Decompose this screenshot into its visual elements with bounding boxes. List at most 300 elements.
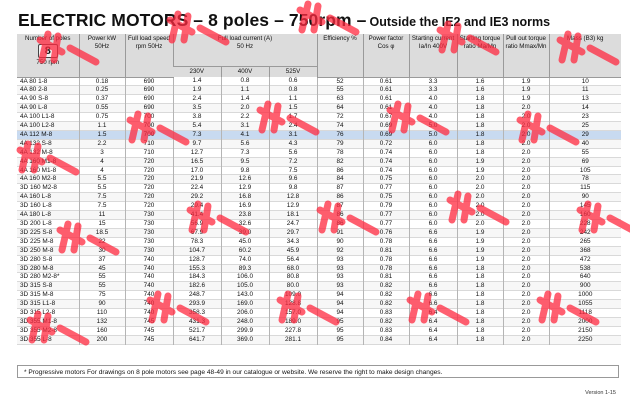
table-cell: 0.84 — [363, 335, 409, 344]
table-row — [17, 193, 621, 202]
table-row — [17, 246, 621, 255]
table-cell: 6.6 — [409, 255, 457, 264]
table-cell: 12.8 — [269, 193, 317, 202]
table-cell: 5.6 — [269, 148, 317, 157]
table-cell: 90 — [549, 193, 621, 202]
table-cell: 6.6 — [409, 273, 457, 282]
table-row — [17, 148, 621, 157]
table-cell: 0.69 — [363, 130, 409, 139]
table-cell: 1.9 — [457, 237, 503, 246]
table-cell: 39.0 — [221, 228, 269, 237]
table-cell: 105.0 — [221, 282, 269, 291]
table-cell: 1.8 — [457, 139, 503, 148]
table-cell: 6.6 — [409, 237, 457, 246]
table-cell: 16.5 — [173, 157, 221, 166]
table-cell: 2.0 — [503, 335, 549, 344]
header-efficiency: Efficiency % — [317, 34, 363, 77]
table-cell: 2.0 — [503, 175, 549, 184]
table-cell: 110 — [79, 309, 125, 318]
table-row — [17, 237, 621, 246]
table-cell: 1.1 — [269, 95, 317, 104]
table-cell: 6.6 — [409, 228, 457, 237]
table-cell: 0.82 — [363, 300, 409, 309]
motor-table-body — [17, 77, 621, 344]
header-current-frequency: 50 Hz — [236, 43, 254, 50]
table-cell: 2000 — [549, 317, 621, 326]
table-cell: 12.9 — [221, 184, 269, 193]
motor-model-cell: 3D 160 L-8 — [20, 202, 52, 210]
table-cell: 0.78 — [363, 237, 409, 246]
table-cell: 2.0 — [457, 184, 503, 193]
table-cell: 710 — [125, 139, 173, 148]
table-cell: 30 — [79, 246, 125, 255]
table-cell: 6.0 — [409, 175, 457, 184]
table-cell: 0.67 — [363, 113, 409, 122]
motor-model-cell: 3D 315 S-8 — [17, 282, 79, 291]
table-cell: 472 — [549, 255, 621, 264]
table-cell: 184.3 — [173, 273, 221, 282]
table-cell: 0.78 — [363, 255, 409, 264]
table-row — [17, 211, 621, 220]
table-cell: 37 — [79, 255, 125, 264]
poles-badge: 8 — [38, 44, 58, 58]
table-cell: 1.1 — [221, 86, 269, 95]
table-cell: 281.1 — [269, 335, 317, 344]
table-cell: 21.9 — [173, 175, 221, 184]
header-400v: 400V — [221, 67, 269, 78]
table-cell: 3.1 — [269, 130, 317, 139]
table-cell: 431.3 — [173, 317, 221, 326]
table-cell: 1.9 — [503, 95, 549, 104]
table-cell: 3.3 — [409, 86, 457, 95]
table-cell: 14 — [549, 104, 621, 113]
motor-model-cell: 4A 160 M2-8 — [17, 175, 79, 184]
table-cell: 299.9 — [221, 326, 269, 335]
table-cell: 76 — [317, 130, 363, 139]
table-cell: 1.9 — [457, 157, 503, 166]
table-cell: 6.4 — [409, 326, 457, 335]
table-cell: 1.8 — [457, 95, 503, 104]
table-cell: 11 — [79, 211, 125, 220]
table-cell: 45 — [79, 264, 125, 273]
table-cell: 2.0 — [503, 309, 549, 318]
table-row — [17, 157, 621, 166]
table-cell: 29 — [549, 130, 621, 139]
table-cell: 0.77 — [363, 211, 409, 220]
table-cell: 6.0 — [409, 202, 457, 211]
table-cell: 2.0 — [457, 211, 503, 220]
table-cell: 2150 — [549, 326, 621, 335]
table-cell: 17.0 — [173, 166, 221, 175]
table-cell: 86 — [317, 166, 363, 175]
table-cell: 2.0 — [503, 148, 549, 157]
table-cell: 56.4 — [269, 255, 317, 264]
table-cell: 41.4 — [173, 211, 221, 220]
table-cell: 227.8 — [269, 326, 317, 335]
table-cell: 2.0 — [503, 291, 549, 300]
table-cell: 4 — [79, 166, 125, 175]
table-cell: 0.82 — [363, 317, 409, 326]
datasheet-page — [14, 0, 624, 400]
motor-model-cell: 4A 160 L-8 — [17, 193, 79, 202]
table-cell: 15 — [79, 220, 125, 229]
table-cell: 60.2 — [221, 246, 269, 255]
table-cell: 157.0 — [269, 309, 317, 318]
table-cell: 90 — [317, 237, 363, 246]
table-cell: 74 — [317, 122, 363, 131]
table-cell: 740 — [125, 264, 173, 273]
table-cell: 0.61 — [363, 104, 409, 113]
table-cell: 16.9 — [221, 202, 269, 211]
table-row — [17, 139, 621, 148]
table-cell: 1118 — [549, 309, 621, 318]
table-cell: 87 — [317, 202, 363, 211]
table-cell: 93 — [317, 282, 363, 291]
header-mass: Mass (B3) kg — [549, 34, 621, 77]
table-cell: 730 — [125, 228, 173, 237]
table-cell: 740 — [125, 282, 173, 291]
table-cell: 80.0 — [269, 282, 317, 291]
table-cell: 4.0 — [409, 95, 457, 104]
table-cell: 1.6 — [457, 77, 503, 86]
table-cell: 690 — [125, 86, 173, 95]
table-cell: 56.9 — [173, 220, 221, 229]
table-cell: 0.8 — [221, 77, 269, 86]
table-cell: 89.3 — [221, 264, 269, 273]
table-cell: 248.0 — [221, 317, 269, 326]
table-cell: 45.0 — [221, 237, 269, 246]
table-cell: 91 — [317, 228, 363, 237]
table-cell: 3.3 — [409, 77, 457, 86]
table-cell: 29.4 — [173, 202, 221, 211]
table-cell: 293.9 — [173, 300, 221, 309]
table-cell: 5.4 — [173, 122, 221, 131]
table-cell: 55 — [79, 282, 125, 291]
table-cell: 0.77 — [363, 220, 409, 229]
table-cell: 6.4 — [409, 309, 457, 318]
table-cell: 5.5 — [79, 175, 125, 184]
header-power: Power kW 50Hz — [79, 34, 125, 77]
title-sub: Outside the IE2 and IE3 norms — [369, 15, 551, 29]
table-cell: 2.0 — [457, 193, 503, 202]
table-cell: 730 — [125, 237, 173, 246]
table-cell: 69 — [549, 157, 621, 166]
table-cell: 740 — [125, 273, 173, 282]
table-cell: 128.7 — [173, 255, 221, 264]
motor-model-cell: 4A 160 M1-8 — [17, 157, 79, 166]
table-cell: 1.9 — [457, 255, 503, 264]
motor-model-cell: 4A 80 1-8 — [20, 77, 48, 85]
motor-model-cell: 3D 355 L-8 — [17, 335, 79, 344]
table-cell: 745 — [125, 317, 173, 326]
table-cell: 1.8 — [457, 309, 503, 318]
table-cell: 0.74 — [363, 166, 409, 175]
table-row — [17, 95, 621, 104]
table-cell: 0.61 — [363, 95, 409, 104]
table-cell: 6.0 — [409, 211, 457, 220]
motor-model-cell: 3D 315 L2-8 — [20, 309, 56, 317]
table-cell: 189.0 — [269, 317, 317, 326]
table-cell: 690 — [125, 104, 173, 113]
table-cell: 0.82 — [363, 282, 409, 291]
table-cell: 2.0 — [457, 175, 503, 184]
table-cell: 6.4 — [409, 335, 457, 344]
table-cell: 2.0 — [221, 104, 269, 113]
table-cell: 2.0 — [503, 122, 549, 131]
table-cell: 745 — [125, 326, 173, 335]
table-cell: 2.0 — [503, 166, 549, 175]
table-cell: 0.37 — [79, 95, 125, 104]
table-cell: 5.6 — [221, 139, 269, 148]
table-cell: 0.74 — [363, 157, 409, 166]
table-cell: 0.74 — [363, 148, 409, 157]
table-cell: 265 — [549, 237, 621, 246]
table-cell: 93 — [317, 264, 363, 273]
table-cell: 1.8 — [457, 113, 503, 122]
table-cell: 2.0 — [503, 220, 549, 229]
motor-model-cell: 4A 90 S-8 — [20, 95, 49, 103]
table-cell: 720 — [125, 175, 173, 184]
table-cell: 2.0 — [503, 317, 549, 326]
table-cell: 18.5 — [79, 228, 125, 237]
table-cell: 1.8 — [457, 264, 503, 273]
table-cell: 1.8 — [457, 317, 503, 326]
table-cell: 2.0 — [503, 264, 549, 273]
header-starting-torque: Starting torque ratio Ma/Mn — [457, 34, 503, 77]
page-title — [18, 10, 550, 31]
table-row — [17, 291, 621, 300]
table-cell: 0.6 — [269, 77, 317, 86]
table-cell: 368 — [549, 246, 621, 255]
table-cell: 720 — [125, 202, 173, 211]
table-cell: 80.8 — [269, 273, 317, 282]
motor-model-cell: 3D 315 L1-8 — [17, 300, 79, 309]
table-cell: 1.8 — [457, 104, 503, 113]
table-row — [17, 122, 621, 131]
table-row — [17, 228, 621, 237]
table-cell: 104.7 — [173, 246, 221, 255]
table-cell: 9.6 — [269, 175, 317, 184]
table-cell: 9.7 — [173, 139, 221, 148]
table-cell: 6.0 — [409, 148, 457, 157]
motor-model-cell: 4A 132 S-8 — [17, 139, 79, 148]
table-cell: 75 — [79, 291, 125, 300]
table-cell: 72 — [317, 113, 363, 122]
table-cell: 228 — [549, 220, 621, 229]
table-cell: 2.0 — [503, 193, 549, 202]
table-cell: 0.79 — [363, 202, 409, 211]
table-cell: 1.5 — [269, 104, 317, 113]
version-label: Version 1-15 — [585, 390, 616, 396]
motor-model-cell: 4A 112 M-8 — [17, 130, 79, 139]
motor-model-cell: 4A 180 L-8 — [17, 211, 79, 220]
table-cell: 1.8 — [457, 273, 503, 282]
table-cell: 12.9 — [269, 202, 317, 211]
table-row — [17, 264, 621, 273]
footnote: * Progressive motors For drawings on 8 pole motors see page 48-49 in our catalogue or website. We reserve the right to make design changes. — [17, 365, 619, 378]
table-cell: 1.4 — [173, 77, 221, 86]
table-row — [17, 300, 621, 309]
table-cell: 740 — [125, 255, 173, 264]
table-cell: 7.3 — [221, 148, 269, 157]
table-cell: 22.4 — [173, 184, 221, 193]
motor-table — [17, 34, 621, 345]
table-cell: 640 — [549, 273, 621, 282]
table-cell: 105 — [549, 166, 621, 175]
table-cell: 0.55 — [79, 104, 125, 113]
motor-model-cell: 3D 280 M-8 — [17, 264, 79, 273]
table-cell: 78.3 — [173, 237, 221, 246]
table-cell: 86 — [317, 220, 363, 229]
table-cell: 745 — [125, 335, 173, 344]
table-cell: 720 — [125, 166, 173, 175]
header-starting-current: Starting current Ia/In 400V — [409, 34, 457, 77]
table-cell: 9.8 — [221, 166, 269, 175]
table-cell: 1.8 — [457, 282, 503, 291]
table-cell: 1.5 — [79, 130, 125, 139]
table-cell: 2.0 — [503, 130, 549, 139]
table-cell: 2.0 — [503, 228, 549, 237]
table-cell: 3.5 — [173, 104, 221, 113]
table-cell: 690 — [125, 95, 173, 104]
table-cell: 95 — [317, 335, 363, 344]
table-cell: 0.78 — [363, 264, 409, 273]
table-cell: 4.0 — [409, 104, 457, 113]
table-cell: 55 — [79, 273, 125, 282]
table-cell: 94 — [317, 291, 363, 300]
table-cell: 78 — [317, 148, 363, 157]
table-cell: 155.3 — [173, 264, 221, 273]
title-main: ELECTRIC MOTORS – 8 poles – 750rpm – — [18, 10, 367, 30]
table-cell: 160 — [79, 326, 125, 335]
table-cell: 720 — [125, 184, 173, 193]
table-cell: 7.5 — [79, 202, 125, 211]
table-cell: 145 — [549, 202, 621, 211]
table-cell: 2.0 — [457, 220, 503, 229]
table-cell: 34.3 — [269, 237, 317, 246]
motor-model-cell: 4A 100 L1-8 — [20, 113, 55, 121]
table-cell: 169.0 — [221, 300, 269, 309]
table-cell: 87 — [317, 184, 363, 193]
table-cell: 24.7 — [269, 220, 317, 229]
table-row — [17, 184, 621, 193]
table-cell: 6.6 — [409, 291, 457, 300]
table-cell: 1.8 — [457, 148, 503, 157]
table-cell: 109.0 — [269, 291, 317, 300]
table-cell: 25 — [549, 122, 621, 131]
table-cell: 74.0 — [221, 255, 269, 264]
header-full-load-current — [173, 34, 317, 67]
table-cell: 700 — [125, 122, 173, 131]
table-cell: 6.0 — [409, 193, 457, 202]
table-cell: 1.1 — [79, 122, 125, 131]
table-cell: 6.6 — [409, 264, 457, 273]
table-cell: 2.0 — [503, 300, 549, 309]
table-row — [17, 309, 621, 318]
table-cell: 6.6 — [409, 282, 457, 291]
table-cell: 6.0 — [409, 220, 457, 229]
table-cell: 0.83 — [363, 309, 409, 318]
table-row — [17, 317, 621, 326]
table-cell: 29.7 — [269, 228, 317, 237]
table-cell: 182.6 — [173, 282, 221, 291]
table-row — [17, 113, 621, 122]
table-cell: 1.9 — [503, 77, 549, 86]
table-cell: 4.1 — [221, 130, 269, 139]
table-cell: 86 — [317, 211, 363, 220]
table-cell: 2.2 — [221, 113, 269, 122]
motor-model-cell: 3D 200 L-8 — [20, 220, 52, 227]
table-cell: 4.0 — [409, 113, 457, 122]
table-row — [17, 86, 621, 95]
table-cell: 1.9 — [457, 246, 503, 255]
table-cell: 0.8 — [269, 86, 317, 95]
table-cell: 641.7 — [173, 335, 221, 344]
table-cell: 7.3 — [173, 130, 221, 139]
table-cell: 2.0 — [503, 104, 549, 113]
table-row — [17, 202, 621, 211]
table-cell: 710 — [125, 148, 173, 157]
motor-model-cell: 4A 90 L-8 — [17, 104, 79, 113]
table-cell: 358.3 — [173, 309, 221, 318]
table-cell: 2.0 — [503, 113, 549, 122]
table-cell: 13 — [549, 95, 621, 104]
table-cell: 1.8 — [457, 291, 503, 300]
table-cell: 55 — [549, 148, 621, 157]
table-cell: 730 — [125, 211, 173, 220]
header-number-of-poles — [17, 34, 79, 77]
table-cell: 740 — [125, 309, 173, 318]
table-cell: 730 — [125, 246, 173, 255]
table-cell: 0.75 — [363, 193, 409, 202]
header-power-factor: Power factor Cos φ — [363, 34, 409, 77]
table-cell: 1.9 — [503, 86, 549, 95]
table-row — [17, 220, 621, 229]
table-cell: 2.0 — [503, 211, 549, 220]
table-cell: 7.5 — [79, 193, 125, 202]
table-cell: 2.0 — [503, 246, 549, 255]
table-cell: 720 — [125, 193, 173, 202]
table-row — [17, 104, 621, 113]
table-cell: 82 — [317, 157, 363, 166]
table-cell: 3.1 — [221, 122, 269, 131]
table-cell: 11 — [549, 86, 621, 95]
table-cell: 2.0 — [503, 326, 549, 335]
table-cell: 90 — [79, 300, 125, 309]
table-cell: 79 — [317, 139, 363, 148]
table-cell: 2.0 — [457, 202, 503, 211]
table-cell: 1.9 — [457, 166, 503, 175]
motor-model-cell: 3D 225 M-8 — [20, 237, 54, 245]
header-full-load-speed: Full load speed rpm 50Hz — [125, 34, 173, 77]
table-cell: 12.7 — [173, 148, 221, 157]
table-cell: 2.0 — [503, 282, 549, 291]
table-cell: 92 — [317, 246, 363, 255]
table-row — [17, 175, 621, 184]
table-cell: 16.8 — [221, 193, 269, 202]
table-cell: 1.8 — [457, 335, 503, 344]
table-cell: 63 — [317, 95, 363, 104]
table-cell: 0.77 — [363, 184, 409, 193]
table-cell: 0.75 — [363, 175, 409, 184]
table-cell: 12.6 — [221, 175, 269, 184]
table-cell: 0.83 — [363, 326, 409, 335]
table-cell: 40 — [549, 139, 621, 148]
motor-model-cell: 3D 315 M-8 — [20, 291, 54, 299]
header-pull-out-torque: Pull out torque ratio Mmax/Mn — [503, 34, 549, 77]
table-cell: 1.4 — [221, 95, 269, 104]
table-cell: 0.61 — [363, 77, 409, 86]
